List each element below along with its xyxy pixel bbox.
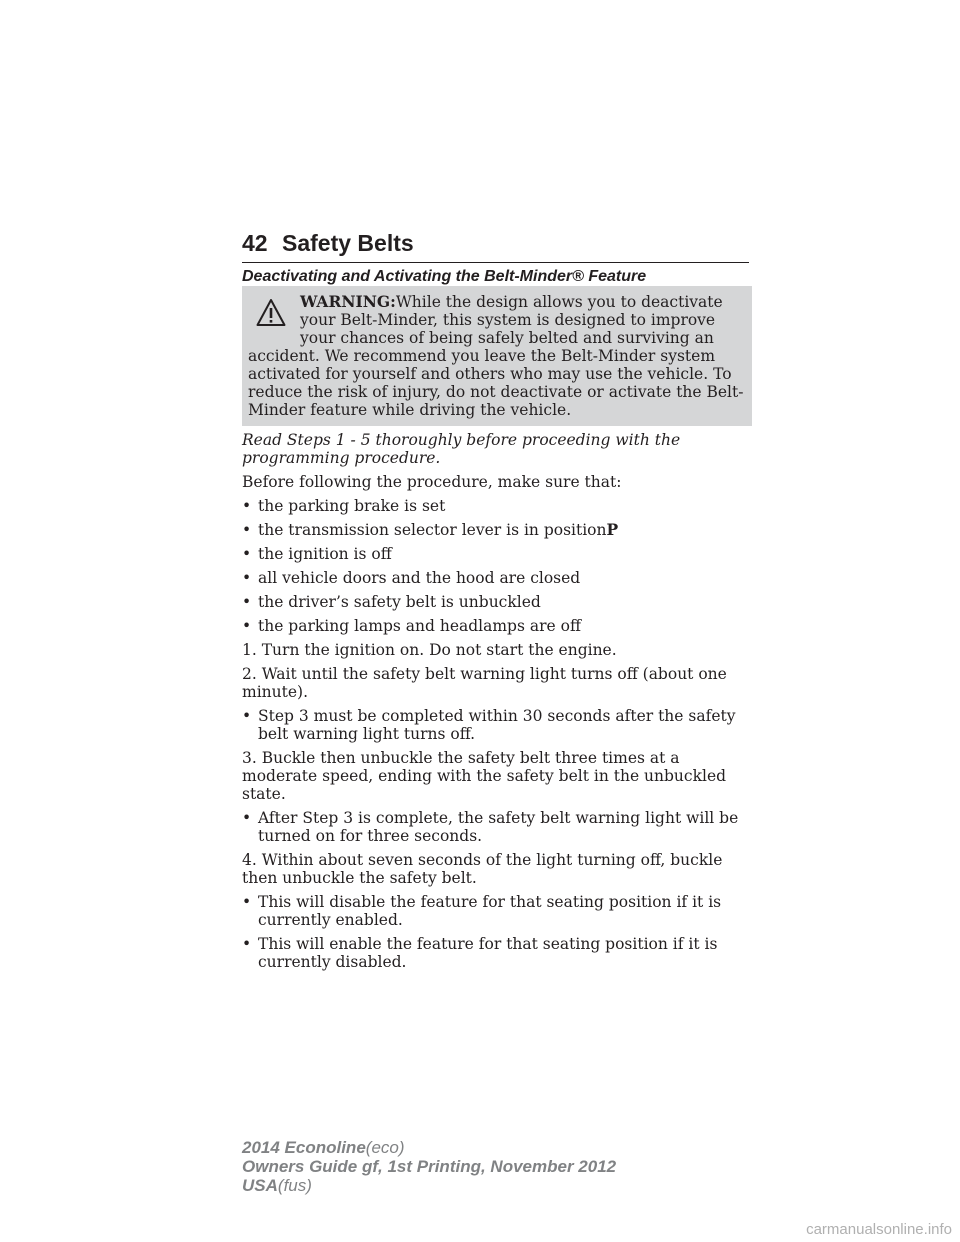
position-value: P xyxy=(606,520,619,539)
footer-line-printing: Owners Guide gf, 1st Printing, November 2012 xyxy=(242,1157,617,1176)
list-item: • Step 3 must be completed within 30 seconds after the safety belt warning light turns off. xyxy=(242,707,736,743)
prerequisite-list xyxy=(242,497,752,635)
bullet: • xyxy=(242,935,252,953)
list-item: • the transmission selector lever is in positionP xyxy=(242,520,619,539)
warning-text-block xyxy=(248,293,746,419)
page-content xyxy=(242,268,752,977)
page-header xyxy=(242,230,749,263)
bullet: • xyxy=(242,593,252,611)
bullet: • xyxy=(242,707,252,725)
list-item: • This will enable the feature for that seating position if it is currently disabled. xyxy=(242,935,718,971)
footer-line-model: 2014 Econoline(eco) xyxy=(242,1138,405,1157)
watermark: carmanualsonline.info xyxy=(806,1221,952,1238)
step-4-notes xyxy=(242,893,752,971)
bullet: • xyxy=(242,497,252,515)
bullet: • xyxy=(242,569,252,587)
bullet: • xyxy=(242,617,252,635)
list-item: • After Step 3 is complete, the safety belt warning light will be turned on for three seconds. xyxy=(242,809,739,845)
step-3: 3. Buckle then unbuckle the safety belt three times at a moderate speed, ending with the safety belt in the unbuckled state. xyxy=(242,749,727,803)
step-4: 4. Within about seven seconds of the light turning off, buckle then unbuckle the safety belt. xyxy=(242,851,723,887)
before-text: Before following the procedure, make sure that: xyxy=(242,473,622,491)
list-item: • This will disable the feature for that seating position if it is currently enabled. xyxy=(242,893,722,929)
step-2-notes xyxy=(242,707,752,743)
page-footer xyxy=(242,1138,616,1195)
step-3-notes xyxy=(242,809,752,845)
intro-text: Read Steps 1 - 5 thoroughly before proceeding with the programming procedure. xyxy=(242,431,681,467)
footer-line-market: USA(fus) xyxy=(242,1176,312,1195)
section-title: Deactivating and Activating the Belt-Minder® Feature xyxy=(242,268,647,285)
warning-text: While the design allows you to deactivate your Belt-Minder, this system is designed to improve your chances of being safely belted and surviving an accident. We recommend you leave the Belt-Minder system activated for yourself and others who may use the vehicle. To reduce the risk of injury, do not deactivate or activate the Belt-Minder feature while driving the vehicle. xyxy=(248,293,744,419)
warning-label: WARNING: xyxy=(300,292,396,311)
page-number: 42 xyxy=(242,230,268,256)
bullet: • xyxy=(242,521,252,539)
list-item: • all vehicle doors and the hood are closed xyxy=(242,569,581,587)
list-item: • the parking brake is set xyxy=(242,497,446,515)
warning-triangle-icon xyxy=(256,298,286,328)
list-item: • the ignition is off xyxy=(242,545,392,563)
step-1: 1. Turn the ignition on. Do not start the engine. xyxy=(242,641,617,659)
bullet: • xyxy=(242,809,252,827)
chapter-title: Safety Belts xyxy=(282,230,414,256)
list-item: • the parking lamps and headlamps are off xyxy=(242,617,581,635)
list-item: • the driver’s safety belt is unbuckled xyxy=(242,593,541,611)
warning-box xyxy=(242,286,752,426)
step-2: 2. Wait until the safety belt warning light turns off (about one minute). xyxy=(242,665,727,701)
bullet: • xyxy=(242,893,252,911)
bullet: • xyxy=(242,545,252,563)
